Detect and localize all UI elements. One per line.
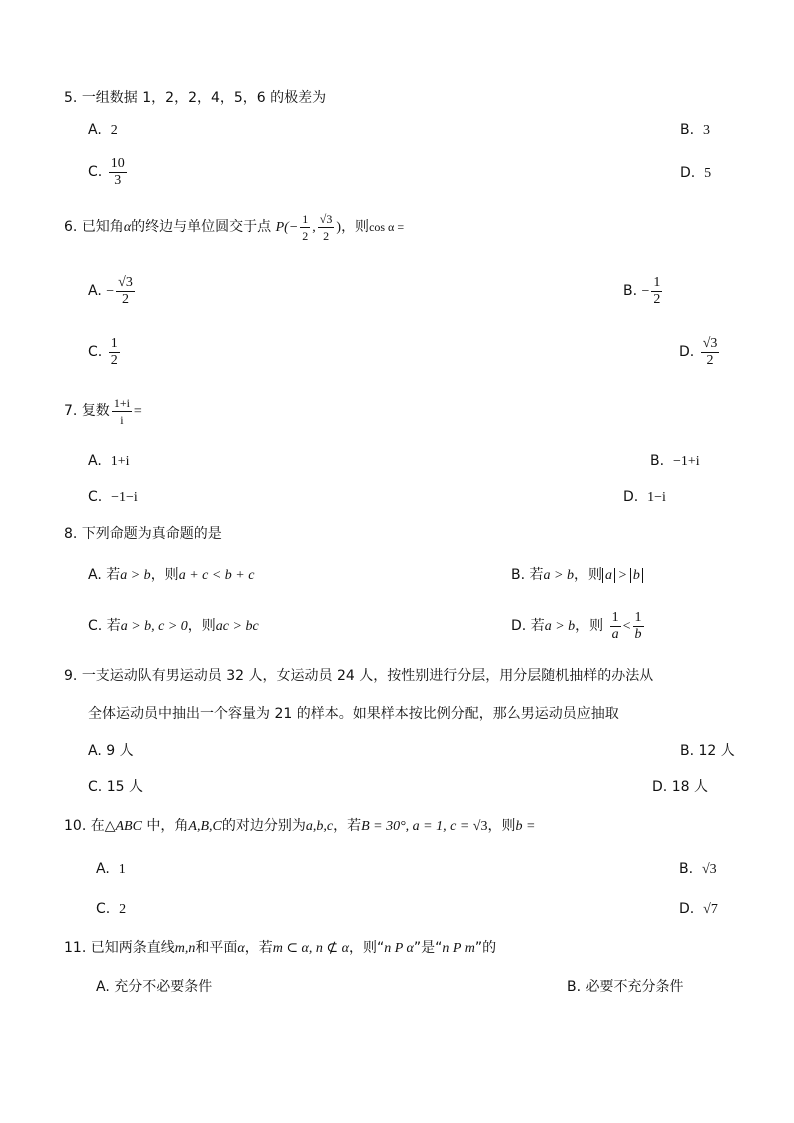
option-key: A. (88, 122, 102, 138)
stem-text: ，若 (333, 818, 362, 834)
option-text: −1+i (672, 454, 700, 469)
fraction (109, 156, 127, 189)
q8-option-b[interactable] (511, 565, 643, 586)
fraction-denominator: 2 (653, 291, 661, 307)
fraction-numerator: √3 (702, 335, 718, 351)
math-paren: ) (336, 220, 342, 235)
fraction-numerator: √3 (118, 274, 133, 290)
stem-text: ”是“ (413, 940, 443, 956)
stem-text: 若 (106, 618, 121, 634)
option-key: C. (96, 901, 111, 917)
q9-stem-line1 (64, 666, 653, 686)
radicand: 3 (326, 211, 333, 226)
fraction-denominator: a (611, 626, 619, 642)
fraction (109, 336, 120, 369)
q9-option-a[interactable] (88, 741, 134, 761)
option-key: C. (88, 164, 103, 180)
option-key: C. (88, 344, 103, 360)
math-comma: , (312, 220, 316, 235)
q7-number: 7. (64, 403, 78, 419)
math-cond: a > b (544, 619, 576, 634)
math-cond: a > b (120, 568, 151, 583)
math-concl: ac > bc (215, 619, 259, 634)
q10-option-c[interactable] (96, 899, 126, 920)
fraction (610, 610, 621, 643)
option-key: C. (88, 489, 103, 505)
stem-text: ”的 (474, 940, 497, 956)
option-key: C. (88, 618, 103, 634)
q10-option-b[interactable] (679, 859, 717, 880)
option-text: 15 人 (106, 779, 143, 795)
math-abs-a: a (602, 568, 615, 583)
fraction-denominator: 2 (706, 352, 714, 368)
math-parallel-1: n P α (384, 941, 414, 956)
option-text: 1 (118, 862, 126, 877)
option-key: B. (679, 861, 694, 877)
q9-option-c[interactable] (88, 777, 143, 797)
fraction-numerator: 1 (110, 335, 118, 351)
option-key: D. (679, 901, 695, 917)
option-key: B. (511, 567, 526, 583)
stem-text: 的终边与单位圆交于点 (131, 219, 272, 235)
fraction-numerator: 10 (110, 155, 125, 171)
math-sign: − (641, 284, 650, 299)
option-key: B. (680, 122, 695, 138)
q8-option-a[interactable] (88, 565, 254, 586)
q9-stem-line2 (88, 704, 619, 724)
option-key: D. (511, 618, 527, 634)
radicand: 3 (710, 335, 718, 351)
radicand: 3 (125, 274, 133, 290)
option-key: A. (88, 453, 102, 469)
stem-text: 在△ (90, 818, 116, 834)
math-sides: a,b,c (305, 819, 334, 834)
math-alpha: α (123, 220, 132, 235)
fraction-numerator: 1 (302, 211, 309, 226)
math-ask: b = (515, 819, 536, 834)
q8-stem-line (64, 524, 222, 544)
math-sign: − (106, 284, 115, 299)
stem-text: ，则 (150, 567, 179, 583)
fraction-denominator: i (120, 412, 124, 427)
q7-stem-line (64, 391, 142, 432)
stem-text: 中，角 (141, 818, 189, 834)
math-abs-b: b (630, 568, 643, 583)
math-cos: cos α = (369, 220, 405, 234)
fraction-numerator: 1+i (113, 395, 130, 410)
q6-option-b[interactable] (623, 270, 664, 313)
sqrt: √3 (472, 819, 488, 834)
math-given: B = 30°, a = 1, c = (361, 819, 473, 834)
stem-text: 和平面 (195, 940, 238, 956)
option-text: 18 人 (671, 779, 708, 795)
q8-option-d[interactable] (511, 606, 646, 647)
math-gt: > (614, 568, 630, 583)
q8-number: 8. (64, 526, 78, 542)
q7-option-a[interactable] (88, 451, 129, 472)
stem-text: ，则 (573, 567, 602, 583)
option-text: 1−i (647, 490, 666, 505)
q10-option-a[interactable] (96, 859, 126, 880)
math-eq: = (133, 404, 142, 419)
math-cond: a > b (543, 568, 574, 583)
option-key: A. (96, 979, 110, 995)
option-key: D. (679, 344, 695, 360)
stem-text: 已知角 (81, 219, 124, 235)
fraction-numerator: √3 (319, 211, 333, 226)
q6-option-c[interactable] (88, 331, 122, 373)
fraction (633, 610, 644, 643)
q5-option-c[interactable] (88, 152, 129, 192)
stem-text: ，则“ (348, 940, 385, 956)
q6-option-d[interactable] (679, 331, 721, 373)
q9-number: 9. (64, 668, 78, 684)
fraction (651, 275, 662, 308)
option-key: B. (567, 979, 582, 995)
stem-text: 的对边分别为 (221, 818, 306, 834)
stem-text: 已知两条直线 (90, 940, 175, 956)
math-point: P(− (275, 220, 299, 235)
option-text: 12 人 (698, 743, 735, 759)
fraction-denominator: 2 (121, 291, 129, 307)
q11-stem-line (64, 938, 496, 959)
fraction (112, 395, 132, 428)
fraction (300, 211, 310, 244)
option-key: A. (96, 861, 110, 877)
q9-option-d[interactable] (652, 777, 708, 797)
option-key: A. (88, 743, 102, 759)
option-text: 2 (119, 902, 127, 917)
stem-text: 复数 (81, 403, 110, 419)
math-alpha: α (237, 941, 245, 956)
fraction-denominator: 2 (323, 228, 330, 243)
stem-text: ，则 (575, 618, 604, 634)
fraction (318, 211, 335, 244)
q6-option-a[interactable] (88, 270, 137, 313)
option-key: B. (623, 283, 638, 299)
fraction (116, 275, 135, 308)
fraction (701, 336, 720, 369)
q10-number: 10. (64, 818, 87, 834)
q6-stem-line (64, 206, 404, 249)
radicand: 3 (709, 862, 717, 877)
stem-text: 若 (106, 567, 121, 583)
option-text: 充分不必要条件 (114, 979, 213, 995)
q6-number: 6. (64, 219, 78, 235)
option-text: 2 (110, 123, 118, 138)
q10-option-d[interactable] (679, 899, 718, 920)
q10-stem-line (64, 816, 535, 837)
fraction-denominator: 2 (110, 352, 118, 368)
option-key: D. (652, 779, 668, 795)
fraction-denominator: 2 (302, 228, 309, 243)
fraction-numerator: 1 (611, 609, 619, 625)
q9-stem: 一支运动队有男运动员 32 人，女运动员 24 人，按性别进行分层，用分层随机抽样的办法从 (81, 668, 654, 684)
q11-option-b[interactable] (567, 977, 684, 997)
q5-option-d[interactable] (680, 163, 711, 184)
fraction-denominator: 3 (114, 172, 122, 188)
q5-option-b[interactable] (680, 120, 710, 141)
math-cond: a > b, c > 0 (120, 619, 188, 634)
option-text: 1+i (110, 454, 130, 469)
stem-text: ，则 (187, 618, 216, 634)
q5-number: 5. (64, 90, 78, 106)
q7-option-b[interactable] (650, 451, 700, 472)
stem-text: 若 (530, 618, 545, 634)
q8-stem: 下列命题为真命题的是 (81, 526, 222, 542)
option-key: B. (650, 453, 665, 469)
fraction-numerator: 1 (634, 609, 642, 625)
option-key: D. (680, 165, 696, 181)
sqrt: √3 (701, 862, 717, 877)
option-text: 5 (704, 166, 712, 181)
stem-text: ，则 (487, 818, 516, 834)
option-text: −1−i (111, 490, 138, 505)
option-key: D. (623, 489, 639, 505)
q7-option-d[interactable] (623, 487, 666, 508)
q9-option-b[interactable] (680, 741, 735, 761)
q9-stem: 全体运动员中抽出一个容量为 21 的样本。如果样本按比例分配，那么男运动员应抽取 (88, 706, 619, 722)
stem-text: ，则 (341, 219, 370, 235)
stem-text: 若 (529, 567, 544, 583)
option-key: C. (88, 779, 103, 795)
radicand: 7 (710, 902, 718, 917)
q5-option-a[interactable] (88, 120, 118, 141)
sqrt: √7 (703, 902, 718, 917)
q11-number: 11. (64, 940, 87, 956)
math-cond: m ⊂ α, n ⊄ α (272, 941, 349, 956)
math-parallel-2: n P m (442, 941, 475, 956)
option-key: B. (680, 743, 695, 759)
q5-stem-line (64, 88, 326, 108)
option-key: A. (88, 567, 102, 583)
option-text: 9 人 (106, 743, 134, 759)
radicand: 3 (480, 819, 488, 834)
option-text: 必要不充分条件 (585, 979, 684, 995)
math-triangle: ABC (115, 819, 142, 834)
math-lines: m,n (174, 941, 196, 956)
q8-option-c[interactable] (88, 616, 259, 637)
q11-option-a[interactable] (96, 977, 212, 997)
q7-option-c[interactable] (88, 487, 138, 508)
stem-text: ，若 (244, 940, 273, 956)
math-concl: a + c < b + c (178, 568, 255, 583)
fraction-numerator: 1 (653, 274, 661, 290)
q5-stem: 一组数据 1，2，2，4，5，6 的极差为 (81, 90, 327, 106)
option-key: A. (88, 283, 102, 299)
fraction-denominator: b (634, 626, 642, 642)
math-angles: A,B,C (188, 819, 222, 834)
math-lt: < (622, 619, 631, 634)
option-text: 3 (702, 123, 710, 138)
